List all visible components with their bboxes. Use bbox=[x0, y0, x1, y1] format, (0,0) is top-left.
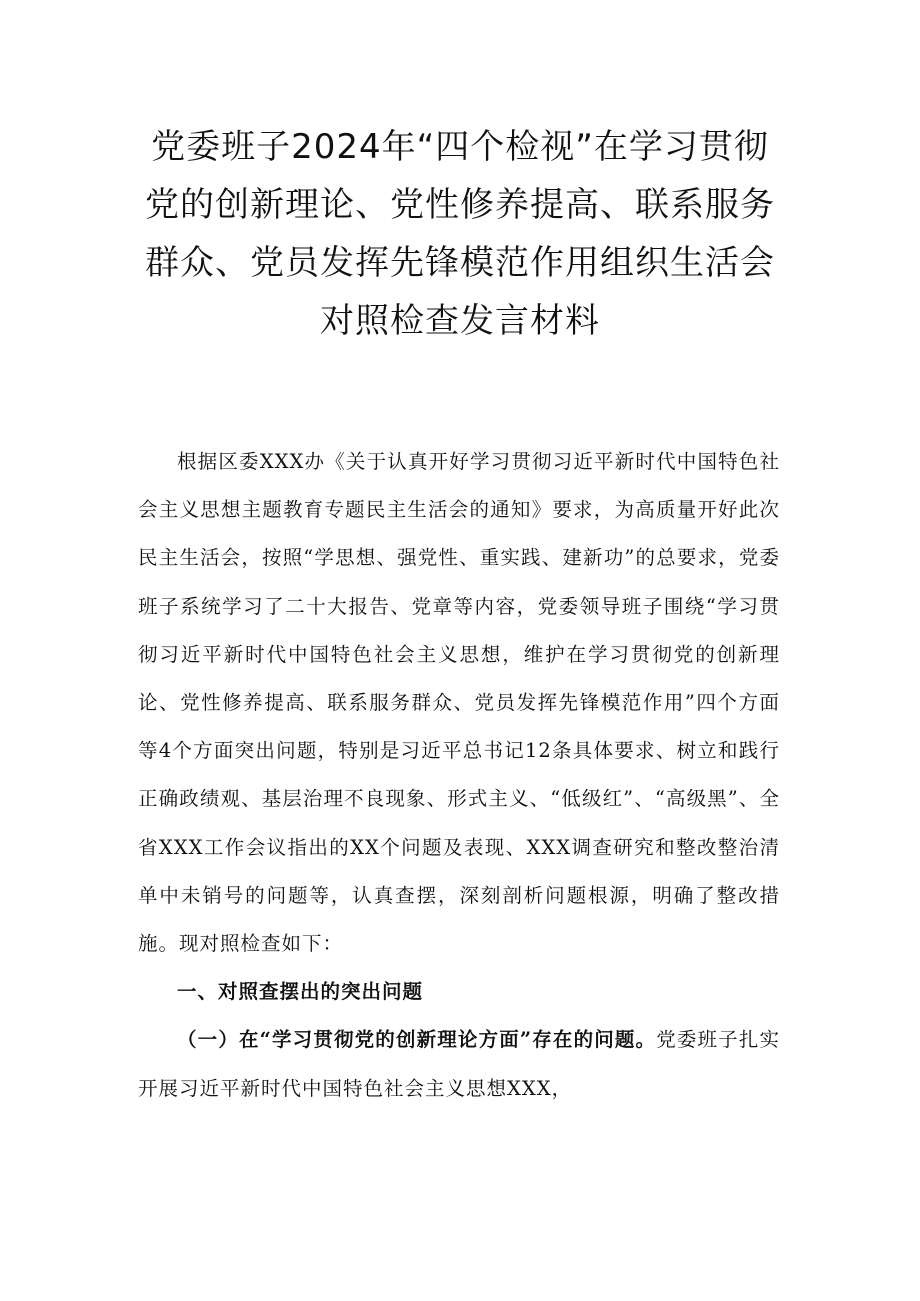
section-heading: 一、对照查摆出的突出问题 bbox=[177, 980, 424, 1004]
subsection-text: 党委班子扎实开展习近平新时代中国特色社会主义思想XXX， bbox=[138, 1028, 780, 1100]
title-line: 党的创新理论、党性修养提高、联系服务 bbox=[145, 185, 775, 225]
document-body bbox=[138, 438, 780, 1113]
subsection-paragraph bbox=[138, 1016, 780, 1112]
title-line: 党委班子2024年“四个检视”在学习贯彻 bbox=[151, 127, 769, 167]
intro-paragraph: 根据区委XXX办《关于认真开好学习贯彻习近平新时代中国特色社会主义思想主题教育专题民主生活会的通知》要求，为高质量开好此次民主生活会，按照“学思想、强党性、重实践、建新功”的总要求，党委班子系统学习了二十大报告、党章等内容，党委领导班子围绕“学习贯彻习近平新时代中国特色社会主义思想，维护在学习贯彻党的创新理论、党性修养提高、联系服务群众、党员发挥先锋模范作用”四个方面等4个方面突出问题，特别是习近平总书记12条具体要求、树立和践行正确政绩观、基层治理不良现象、形式主义、“低级红”、“高级黑”、全省XXX工作会议指出的XX个问题及表现、XXX调查研究和整改整治清单中未销号的问题等，认真查摆，深刻剖析问题根源，明确了整改措施。现对照检查如下： bbox=[138, 450, 780, 956]
subsection-heading: （一）在“学习贯彻党的创新理论方面”存在的问题。 bbox=[177, 1028, 657, 1052]
title-line: 群众、党员发挥先锋模范作用组织生活会 bbox=[145, 243, 775, 283]
document-title bbox=[100, 118, 820, 350]
title-line: 对照检查发言材料 bbox=[320, 301, 600, 341]
